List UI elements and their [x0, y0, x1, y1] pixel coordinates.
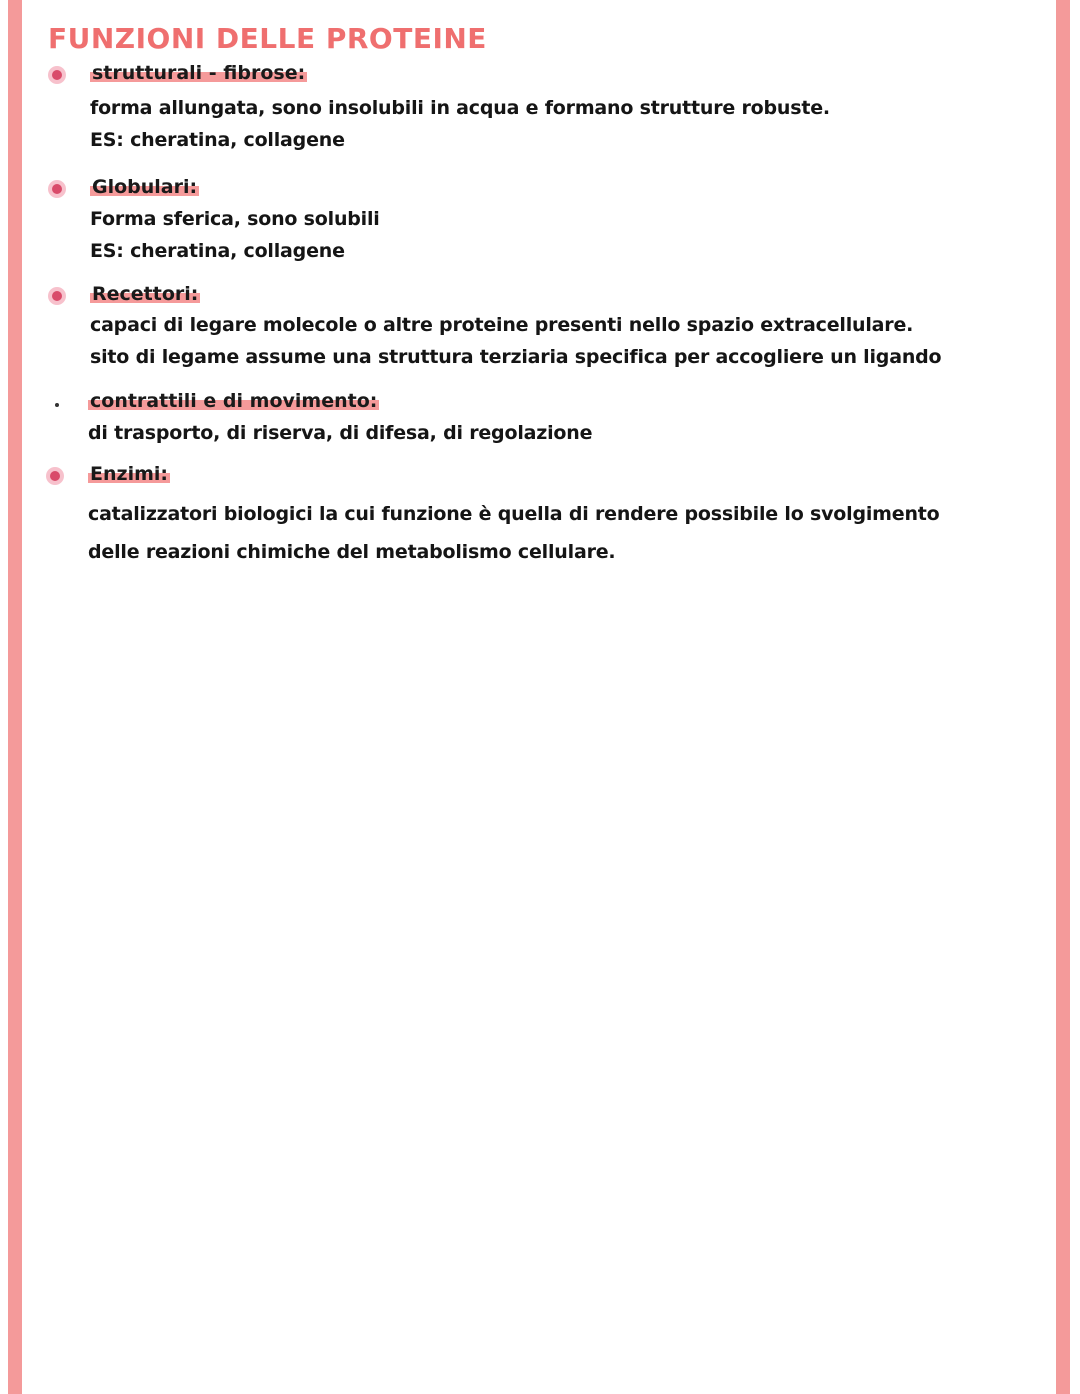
- bullet-icon: [52, 70, 62, 80]
- right-border-stripe: [1056, 0, 1070, 1394]
- section-heading: strutturali - fibrose:: [92, 62, 306, 84]
- section-heading: contrattili e di movimento:: [90, 390, 378, 412]
- bullet-icon: [55, 403, 59, 407]
- left-border-stripe: [8, 0, 22, 1394]
- bullet-icon: [52, 291, 62, 301]
- bullet-icon: [50, 471, 60, 481]
- section-heading: Globulari:: [92, 176, 198, 198]
- section-text-line: di trasporto, di riserva, di difesa, di regolazione: [88, 422, 593, 444]
- section-text-line: ES: cheratina, collagene: [90, 129, 345, 151]
- section-text-line: ES: cheratina, collagene: [90, 240, 345, 262]
- section-text-line: capaci di legare molecole o altre proteine presenti nello spazio extracellulare.: [90, 314, 914, 336]
- section-heading: Recettori:: [92, 283, 199, 305]
- page-title: FUNZIONI DELLE PROTEINE: [48, 22, 487, 55]
- section-text-line: catalizzatori biologici la cui funzione è quella di rendere possibile lo svolgimento: [88, 503, 940, 525]
- section-heading: Enzimi:: [90, 463, 168, 485]
- section-text-line: Forma sferica, sono solubili: [90, 208, 380, 230]
- section-text-line: delle reazioni chimiche del metabolismo cellulare.: [88, 541, 616, 563]
- bullet-icon: [52, 184, 62, 194]
- section-text-line: forma allungata, sono insolubili in acqua e formano strutture robuste.: [90, 97, 830, 119]
- section-text-line: sito di legame assume una struttura terziaria specifica per accogliere un ligando: [90, 346, 942, 368]
